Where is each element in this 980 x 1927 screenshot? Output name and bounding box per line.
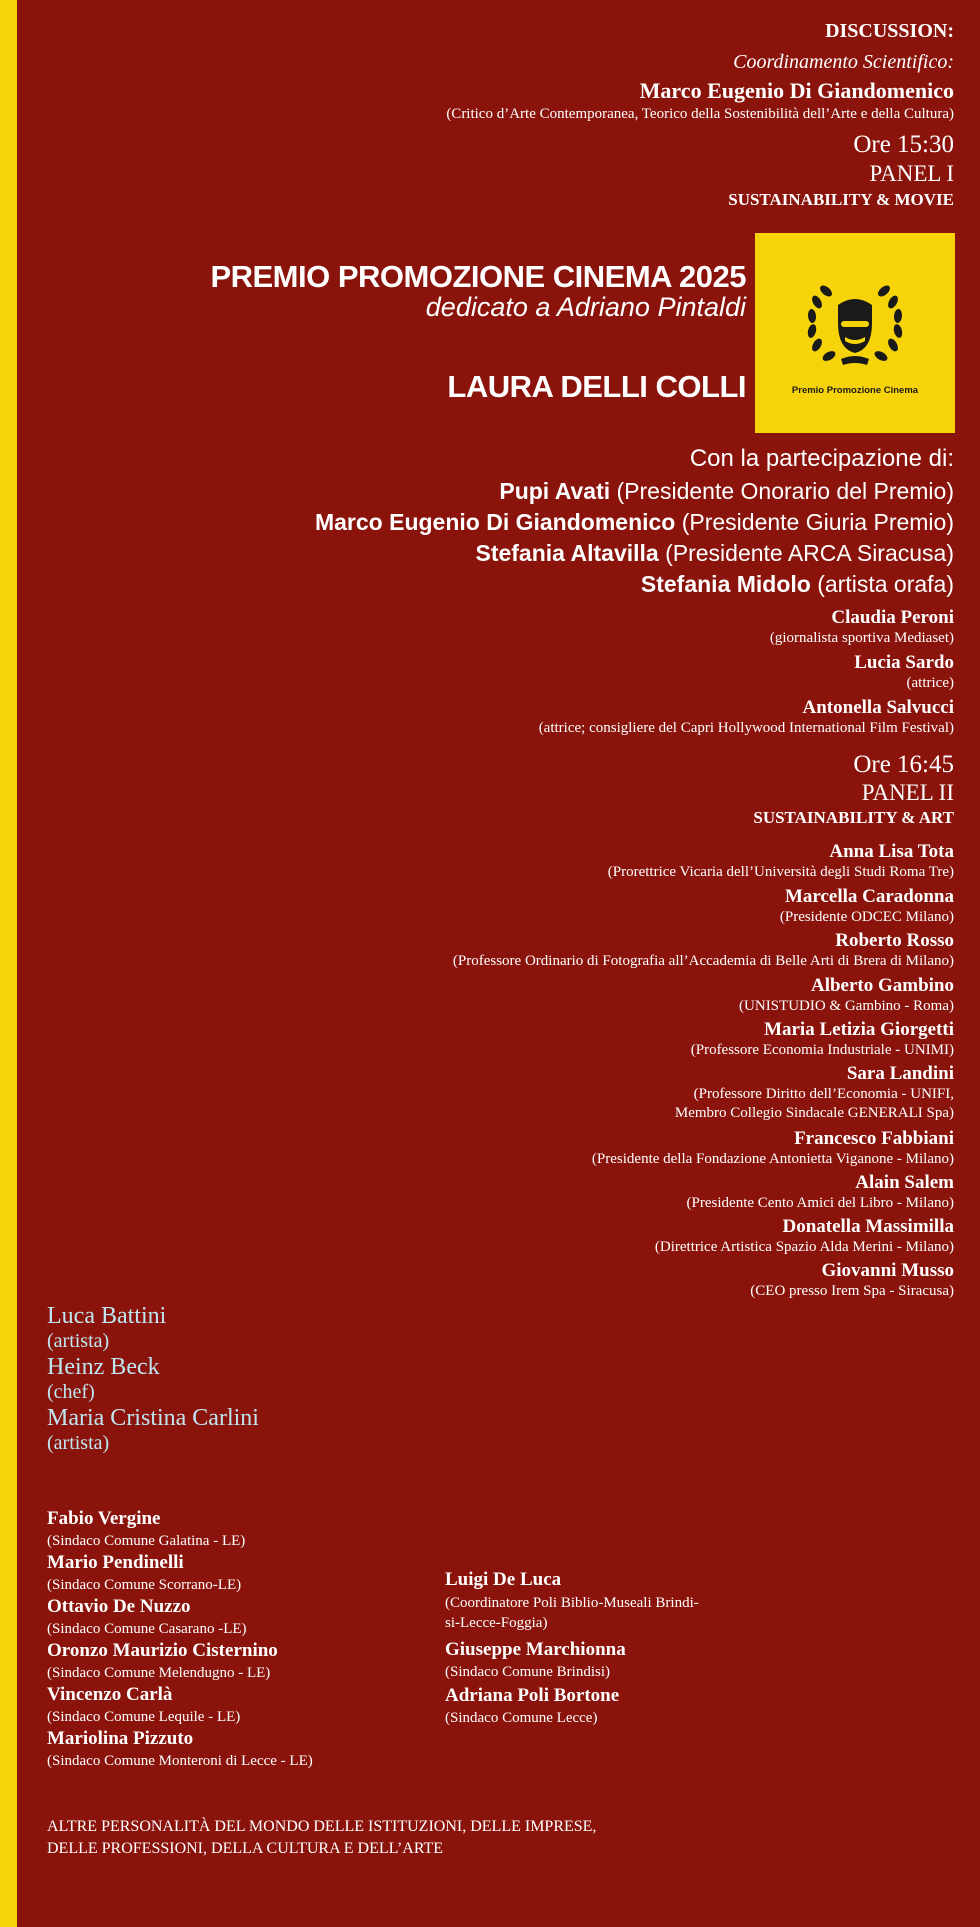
panel1-subtitle: SUSTAINABILITY & MOVIE: [728, 190, 954, 209]
speaker-role: (UNISTUDIO & Gambino - Roma): [739, 998, 954, 1014]
speaker-name: Marcella Caradonna: [784, 886, 954, 907]
participant-role: (Presidente Giuria Premio): [681, 509, 954, 535]
participant-row: [315, 509, 954, 536]
participant-row: [499, 478, 954, 505]
award-title: PREMIO PROMOZIONE CINEMA 2025: [210, 259, 746, 294]
official-name: Adriana Poli Bortone: [445, 1685, 620, 1706]
official-role: si-Lecce-Foggia): [445, 1615, 548, 1631]
coordination-label: Coordinamento Scientifico:: [733, 51, 954, 73]
artist-name: Maria Cristina Carlini: [47, 1405, 259, 1431]
coordinator-role: (Critico d’Arte Contemporanea, Teorico della Sostenibilità dell’Arte e della Cultura): [446, 106, 954, 122]
participant-role: (artista orafa): [817, 571, 954, 597]
mayor-name: Mariolina Pizzuto: [47, 1728, 194, 1749]
mayor-name: Fabio Vergine: [47, 1508, 161, 1529]
coordinator-name: Marco Eugenio Di Giandomenico: [639, 78, 954, 103]
award-logo: [755, 233, 955, 433]
mayor-name: Mario Pendinelli: [47, 1552, 184, 1573]
official-name: Giuseppe Marchionna: [445, 1639, 626, 1660]
panel1-title: PANEL I: [869, 161, 954, 186]
mayor-role: (Sindaco Comune Galatina - LE): [47, 1533, 246, 1549]
official-role: (Sindaco Comune Brindisi): [445, 1664, 610, 1680]
speaker-role: (Professore Economia Industriale - UNIMI): [690, 1042, 954, 1058]
speaker-name: Alberto Gambino: [810, 975, 954, 996]
panel2-subtitle: SUSTAINABILITY & ART: [753, 808, 954, 827]
official-role: (Coordinatore Poli Biblio-Museali Brindi-: [445, 1595, 699, 1611]
guest-name: Claudia Peroni: [831, 607, 954, 628]
speaker-name: Sara Landini: [846, 1063, 954, 1084]
guest-name: Lucia Sardo: [854, 652, 954, 673]
mayor-role: (Sindaco Comune Casarano -LE): [47, 1621, 247, 1637]
award-honoree: LAURA DELLI COLLI: [447, 369, 746, 404]
speaker-role: (Presidente della Fondazione Antonietta Viganone - Milano): [591, 1151, 954, 1167]
mayor-role: (Sindaco Comune Melendugno - LE): [47, 1665, 271, 1681]
guest-role: (attrice): [906, 675, 954, 691]
mayor-role: (Sindaco Comune Scorrano-LE): [47, 1577, 242, 1593]
speaker-name: Maria Letizia Giorgetti: [764, 1019, 954, 1040]
footer-line: ALTRE PERSONALITÀ DEL MONDO DELLE ISTITUZIONI, DELLE IMPRESE,: [47, 1818, 597, 1835]
panel2-title: PANEL II: [861, 780, 954, 805]
participant-role: (Presidente ARCA Siracusa): [665, 540, 954, 566]
logo-caption: Premio Promozione Cinema: [791, 385, 919, 396]
award-dedication: dedicato a Adriano Pintaldi: [425, 292, 746, 322]
speaker-role: (Direttrice Artistica Spazio Alda Merini - Milano): [654, 1239, 954, 1255]
panel1-time: Ore 15:30: [853, 131, 954, 158]
speaker-role: (CEO presso Irem Spa - Siracusa): [750, 1283, 954, 1299]
side-stripe: [0, 0, 17, 1927]
speaker-role: (Presidente ODCEC Milano): [779, 909, 954, 925]
speaker-role: (Professore Diritto dell’Economia - UNIFI,: [693, 1086, 954, 1102]
speaker-role: (Prorettrice Vicaria dell’Università degli Studi Roma Tre): [607, 864, 954, 880]
speaker-role: Membro Collegio Sindacale GENERALI Spa): [674, 1105, 954, 1121]
speaker-name: Francesco Fabbiani: [794, 1128, 954, 1149]
participant-name: Stefania Midolo: [640, 571, 811, 597]
speaker-name: Alain Salem: [855, 1172, 954, 1193]
artist-name: Luca Battini: [47, 1303, 167, 1329]
laurel-wreath-portrait-icon: [755, 233, 955, 433]
participant-role: (Presidente Onorario del Premio): [616, 478, 954, 504]
speaker-role: (Professore Ordinario di Fotografia all’Accademia di Belle Arti di Brera di Milano): [452, 953, 954, 969]
official-role: (Sindaco Comune Lecce): [445, 1710, 598, 1726]
participant-row: [475, 540, 954, 567]
speaker-name: Anna Lisa Tota: [829, 841, 954, 862]
participant-row: [641, 571, 954, 598]
mayor-name: Vincenzo Carlà: [47, 1684, 173, 1705]
mayor-name: Ottavio De Nuzzo: [47, 1596, 191, 1617]
guest-name: Antonella Salvucci: [802, 697, 954, 718]
artist-role: (artista): [47, 1330, 110, 1352]
participant-name: Pupi Avati: [499, 478, 611, 504]
mayor-role: (Sindaco Comune Monteroni di Lecce - LE): [47, 1753, 313, 1769]
speaker-name: Donatella Massimilla: [782, 1216, 954, 1237]
artist-role: (artista): [47, 1432, 110, 1454]
speaker-name: Giovanni Musso: [821, 1260, 954, 1281]
mayor-role: (Sindaco Comune Lequile - LE): [47, 1709, 241, 1725]
speaker-role: (Presidente Cento Amici del Libro - Milano): [686, 1195, 954, 1211]
artist-name: Heinz Beck: [47, 1354, 160, 1380]
participation-intro: Con la partecipazione di:: [689, 445, 954, 472]
guest-role: (giornalista sportiva Mediaset): [769, 630, 954, 646]
mayor-name: Oronzo Maurizio Cisternino: [47, 1640, 278, 1661]
artist-role: (chef): [47, 1381, 95, 1403]
guest-role: (attrice; consigliere del Capri Hollywood International Film Festival): [538, 720, 954, 736]
footer-line: DELLE PROFESSIONI, DELLA CULTURA E DELL’ARTE: [47, 1840, 444, 1857]
participant-name: Marco Eugenio Di Giandomenico: [314, 509, 676, 535]
official-name: Luigi De Luca: [445, 1569, 562, 1590]
discussion-heading: DISCUSSION:: [825, 20, 954, 42]
speaker-name: Roberto Rosso: [835, 930, 954, 951]
participant-name: Stefania Altavilla: [475, 540, 659, 566]
panel2-time: Ore 16:45: [853, 751, 954, 778]
